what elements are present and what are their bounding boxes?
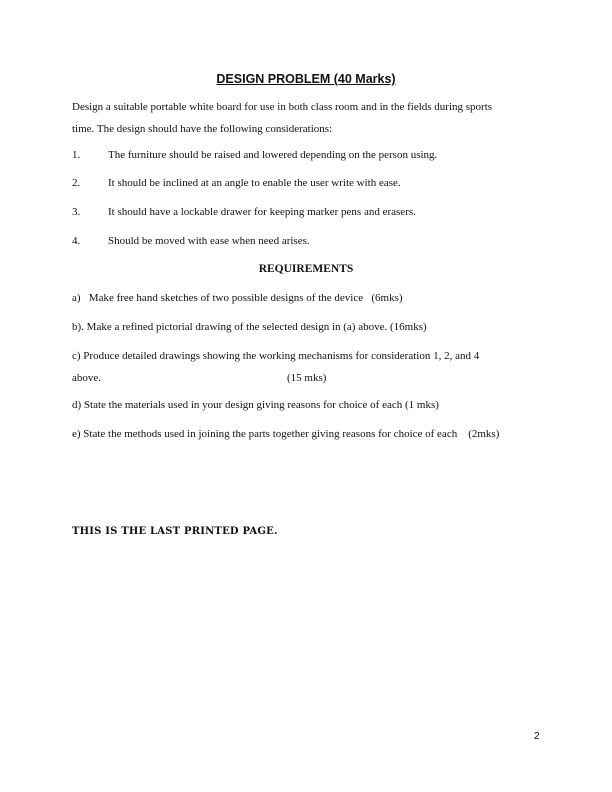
page-number: 2 — [534, 731, 540, 742]
req-label: b). — [72, 321, 84, 333]
last-page-note: THIS IS THE LAST PRINTED PAGE. — [72, 526, 278, 537]
req-label: c) — [72, 350, 81, 362]
item-number: 1. — [72, 149, 81, 161]
requirement-e — [72, 428, 542, 440]
req-text-cont: above. — [72, 372, 102, 384]
req-text: State the methods used in joining the parts together giving reasons for choice of each — [83, 428, 458, 440]
req-text: Make a refined pictorial drawing of the selected design in (a) above. — [86, 321, 388, 333]
item-number: 4. — [72, 235, 81, 247]
requirements-heading: REQUIREMENTS — [258, 263, 354, 275]
req-label: d) — [72, 399, 82, 411]
item-text: It should be inclined at an angle to enable the user write with ease. — [108, 177, 401, 189]
item-text: It should have a lockable drawer for keeping marker pens and erasers. — [108, 206, 416, 218]
intro-line: Design a suitable portable white board for use in both class room and in the fields during sports — [72, 101, 493, 113]
intro-paragraph — [72, 96, 542, 140]
req-label: e) — [72, 428, 81, 440]
item-number: 3. — [72, 206, 81, 218]
req-text: Make free hand sketches of two possible designs of the device — [88, 292, 364, 304]
item-text: Should be moved with ease when need arises. — [108, 235, 310, 247]
req-marks: (15 mks) — [287, 372, 327, 384]
requirement-d — [72, 399, 542, 411]
requirement-c — [72, 345, 542, 389]
req-text: State the materials used in your design giving reasons for choice of each — [83, 399, 403, 411]
intro-line: time. The design should have the following considerations: — [72, 123, 333, 135]
item-text: The furniture should be raised and lowered depending on the person using. — [108, 149, 438, 161]
req-text: Produce detailed drawings showing the working mechanisms for consideration 1, 2, and 4 — [83, 350, 480, 362]
page-title: DESIGN PROBLEM (40 Marks) — [216, 72, 396, 86]
req-marks: (6mks) — [371, 292, 403, 304]
req-label: a) — [72, 292, 81, 304]
requirement-a — [72, 292, 542, 304]
req-marks: (2mks) — [468, 428, 500, 440]
req-marks: (16mks) — [389, 321, 427, 333]
requirement-b — [72, 321, 542, 333]
req-marks: (1 mks) — [404, 399, 439, 411]
item-number: 2. — [72, 177, 81, 189]
